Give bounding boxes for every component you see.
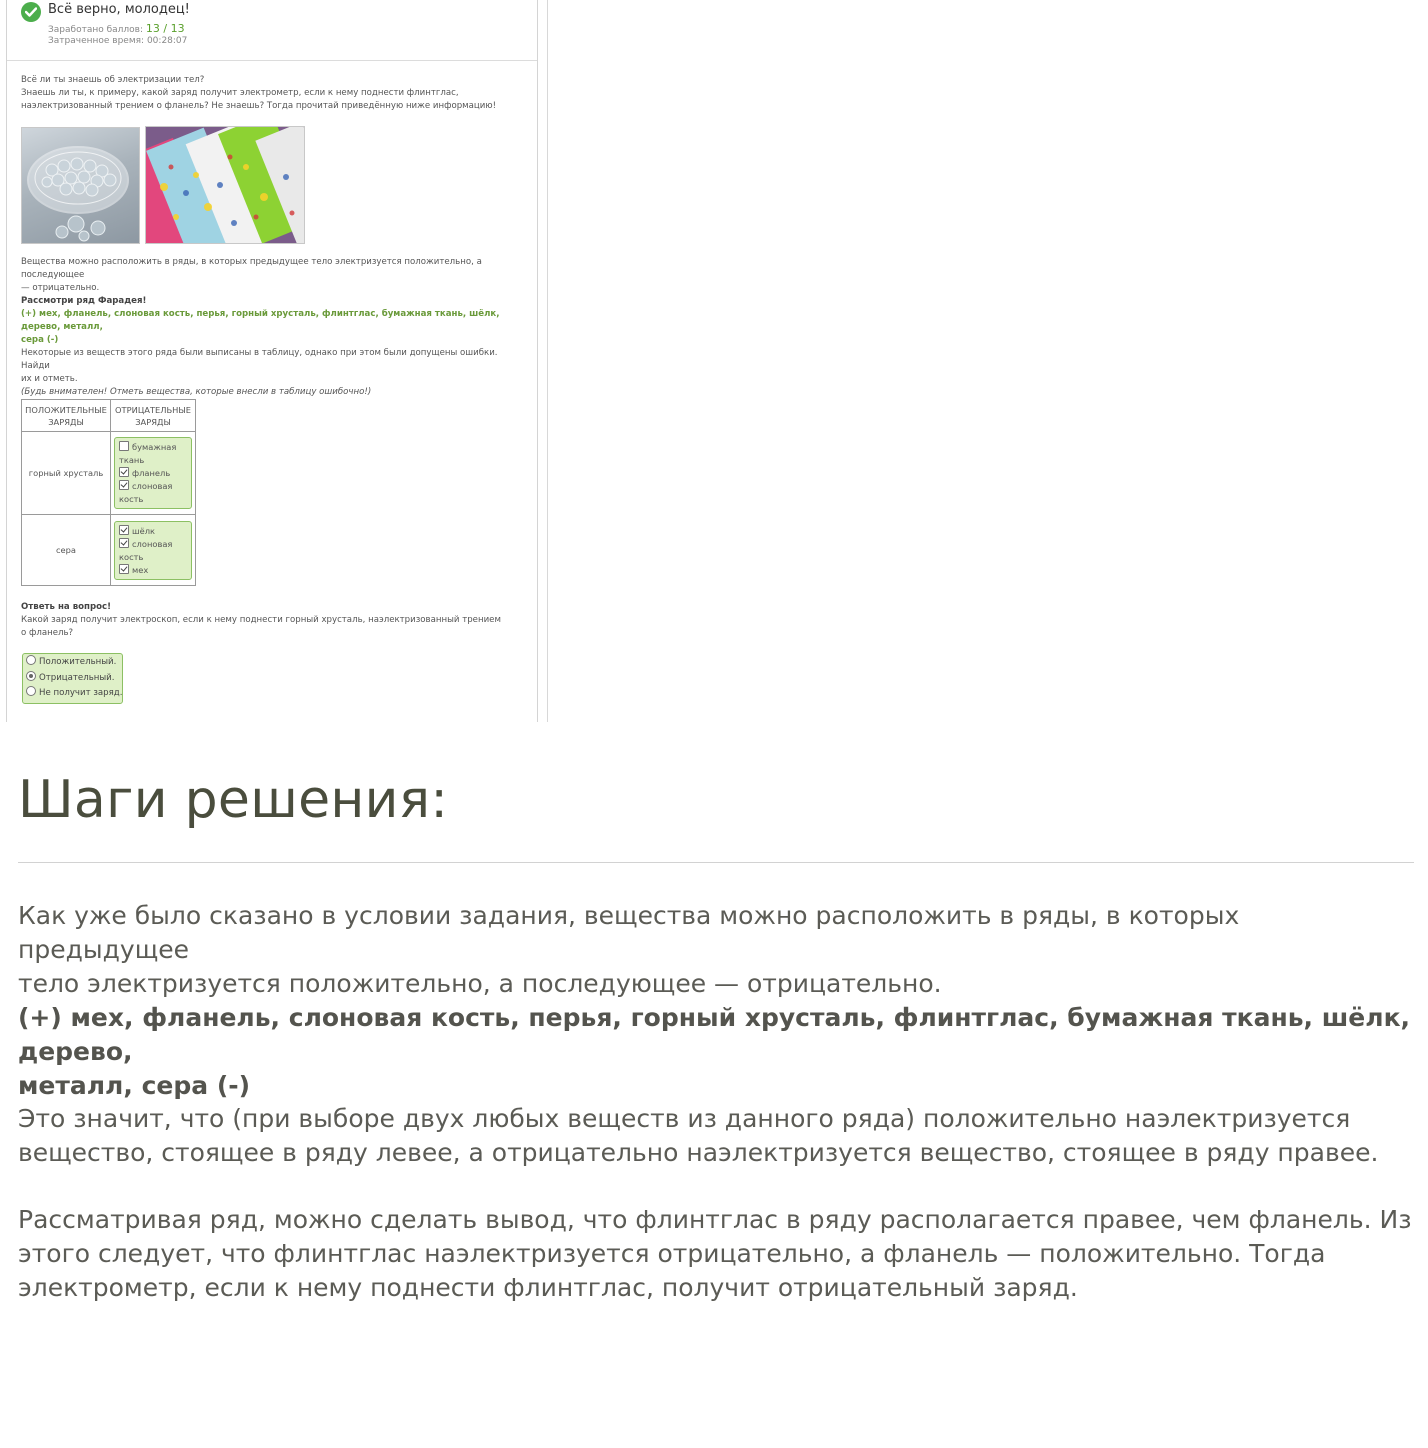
positive-cell: сера bbox=[22, 515, 111, 586]
score-label: Заработано баллов: bbox=[48, 25, 143, 35]
solution-title: Шаги решения: bbox=[18, 770, 449, 830]
checkbox-option[interactable] bbox=[119, 467, 188, 480]
option-label: ткань bbox=[119, 455, 145, 465]
solution-paragraph bbox=[18, 1102, 1418, 1170]
table-row bbox=[22, 432, 196, 515]
radio-option[interactable] bbox=[26, 655, 116, 669]
option-label: слоновая bbox=[132, 481, 173, 491]
header-divider bbox=[7, 60, 537, 61]
negative-cell bbox=[111, 515, 196, 586]
intro-line: Всё ли ты знаешь об электризации тел? bbox=[21, 75, 205, 85]
radio-icon[interactable] bbox=[26, 655, 36, 665]
radio-label: Не получит заряд. bbox=[39, 688, 123, 698]
option-label: слоновая bbox=[132, 538, 173, 549]
col-header-text: ПОЛОЖИТЕЛЬНЫЕ bbox=[25, 404, 107, 415]
mistakes-line: их и отметь. bbox=[21, 374, 78, 384]
time-label: Затраченное время: bbox=[48, 36, 145, 46]
solution-line: вещество, стоящее в ряду левее, а отрицательно наэлектризуется вещество, стоящее в ряду правее. bbox=[18, 1138, 1379, 1167]
table-header-row bbox=[22, 400, 196, 432]
faraday-row: сера (-) bbox=[21, 335, 59, 345]
col-header-text: ОТРИЦАТЕЛЬНЫЕ bbox=[115, 404, 191, 415]
charges-table bbox=[21, 399, 196, 586]
option-label: фланель bbox=[132, 468, 171, 478]
score-separator: / bbox=[159, 22, 171, 35]
series-line: Вещества можно расположить в ряды, в которых предыдущее тело электризуется положительно, а последующее bbox=[21, 257, 482, 280]
question-line: о фланель? bbox=[21, 628, 74, 638]
col-header-text: ЗАРЯДЫ bbox=[48, 416, 84, 427]
solution-line: тело электризуется положительно, а последующее — отрицательно. bbox=[18, 969, 942, 998]
faraday-series bbox=[21, 308, 529, 347]
col-header-negative bbox=[111, 400, 196, 432]
radio-option[interactable] bbox=[26, 686, 122, 700]
faraday-label: Рассмотри ряд Фарадея! bbox=[21, 296, 147, 306]
option-label: шёлк bbox=[132, 525, 156, 536]
mistakes-instruction bbox=[21, 347, 529, 399]
checkbox-icon[interactable] bbox=[119, 441, 129, 451]
score-value: 13 bbox=[145, 22, 160, 35]
checkbox-option[interactable] bbox=[119, 525, 188, 538]
checkbox-option[interactable] bbox=[119, 480, 188, 506]
question-line: Какой заряд получит электроскоп, если к нему поднести горный хрусталь, наэлектризованный трением bbox=[21, 615, 501, 625]
task-intro bbox=[21, 74, 529, 113]
radio-label: Положительный. bbox=[39, 657, 117, 667]
solution-paragraph bbox=[18, 899, 1418, 1001]
question-block bbox=[21, 601, 529, 640]
solution-line: Рассматривая ряд, можно сделать вывод, что флинтглас в ряду располагается правее, чем фланель. Из bbox=[18, 1205, 1412, 1234]
option-label: кость bbox=[119, 494, 144, 504]
solution-paragraph bbox=[18, 1203, 1418, 1305]
checkbox-checked-icon[interactable] bbox=[119, 564, 129, 574]
solution-line: электрометр, если к нему поднести флинтглас, получит отрицательный заряд. bbox=[18, 1273, 1078, 1302]
series-description bbox=[21, 256, 529, 308]
glass-marbles-image bbox=[21, 127, 140, 244]
check-circle-icon bbox=[21, 2, 41, 22]
positive-cell: горный хрусталь bbox=[22, 432, 111, 515]
radio-selected-icon[interactable] bbox=[26, 671, 36, 681]
score-line bbox=[48, 22, 185, 35]
col-header-positive bbox=[22, 400, 111, 432]
checkbox-option[interactable] bbox=[119, 538, 188, 564]
intro-line: наэлектризованный трением о фланель? Не знаешь? Тогда прочитай приведённую ниже информацию! bbox=[21, 101, 497, 111]
faraday-row: (+) мех, фланель, слоновая кость, перья, горный хрусталь, флинтглас, бумажная ткань, шёлк, дерево, металл, bbox=[21, 309, 500, 332]
negative-cell bbox=[111, 432, 196, 515]
time-line bbox=[48, 36, 187, 46]
time-value: 00:28:07 bbox=[146, 36, 188, 46]
option-group bbox=[114, 437, 192, 509]
solution-line: Это значит, что (при выборе двух любых веществ из данного ряда) положительно наэлектризуется bbox=[18, 1104, 1351, 1133]
col-header-text: ЗАРЯДЫ bbox=[135, 416, 171, 427]
checkbox-checked-icon[interactable] bbox=[119, 467, 129, 477]
radio-label: Отрицательный. bbox=[39, 673, 115, 683]
radio-option[interactable] bbox=[26, 671, 115, 685]
option-label: бумажная bbox=[132, 442, 177, 452]
option-group bbox=[114, 521, 192, 580]
answer-options bbox=[22, 653, 123, 704]
question-label: Ответь на вопрос! bbox=[21, 602, 112, 612]
flannel-fabric-image bbox=[145, 126, 305, 244]
score-total: 13 bbox=[170, 22, 185, 35]
solution-line: (+) мех, фланель, слоновая кость, перья, горный хрусталь, флинтглас, бумажная ткань, шёлк, дерево, bbox=[18, 1003, 1411, 1066]
solution-line: металл, сера (-) bbox=[18, 1071, 251, 1100]
radio-icon[interactable] bbox=[26, 686, 36, 696]
solution-line: Как уже было сказано в условии задания, вещества можно расположить в ряды, в которых предыдущее bbox=[18, 901, 1240, 964]
solution-line: этого следует, что флинтглас наэлектризуется отрицательно, а фланель — положительно. Тогда bbox=[18, 1239, 1326, 1268]
option-label: кость bbox=[119, 551, 144, 562]
checkbox-checked-icon[interactable] bbox=[119, 525, 129, 535]
mistakes-line: Некоторые из веществ этого ряда были выписаны в таблицу, однако при этом были допущены ошибки. Найди bbox=[21, 348, 498, 371]
series-line: — отрицательно. bbox=[21, 283, 100, 293]
result-header bbox=[21, 0, 531, 58]
checkbox-checked-icon[interactable] bbox=[119, 480, 129, 490]
mistakes-hint: (Будь внимателен! Отметь вещества, которые внесли в таблицу ошибочно!) bbox=[21, 387, 372, 397]
task-panel bbox=[6, 0, 538, 722]
solution-series bbox=[18, 1001, 1418, 1103]
screenshot-edge bbox=[547, 0, 548, 722]
checkbox-option[interactable] bbox=[119, 564, 188, 577]
intro-line: Знаешь ли ты, к примеру, какой заряд получит электрометр, если к нему поднести флинтглас, bbox=[21, 88, 459, 98]
option-label: мех bbox=[132, 564, 149, 575]
table-row bbox=[22, 515, 196, 586]
checkbox-option[interactable] bbox=[119, 441, 188, 467]
checkbox-checked-icon[interactable] bbox=[119, 538, 129, 548]
task-screenshot bbox=[0, 0, 548, 722]
solution-divider bbox=[18, 862, 1414, 863]
result-title: Всё верно, молодец! bbox=[48, 2, 190, 17]
